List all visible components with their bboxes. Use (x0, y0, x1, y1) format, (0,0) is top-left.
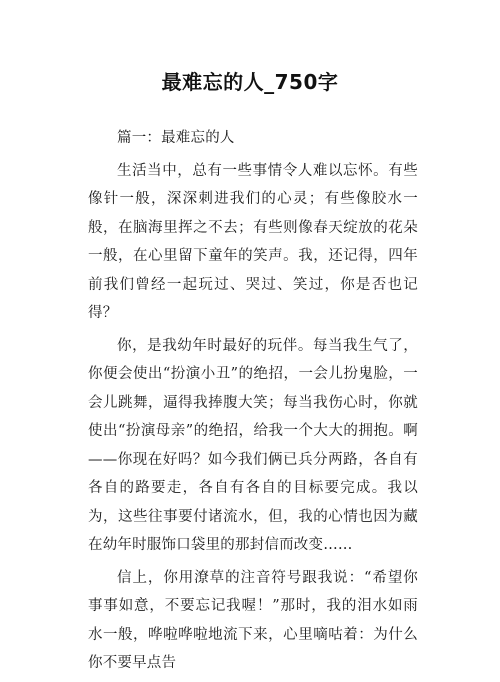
document-title: 最难忘的人_750字 (161, 70, 339, 94)
paragraph-1: 生活当中，总有一些事情令人难以忘怀。有些像针一般，深深刺进我们的心灵；有些像胶水一般，在脑海里挥之不去；有些则像春天绽放的花朵一般，在心里留下童年的笑声。我，还记得，四年前我们曾经一起玩过、哭过、笑过，你是否也记得？ (88, 162, 418, 321)
document-body (88, 124, 418, 682)
section-heading: 篇一：最难忘的人 (117, 130, 235, 146)
paragraph-3: 信上，你用潦草的注音符号跟我说：“希望你事事如意，不要忘记我喔！”那时，我的泪水如雨水一般，哗啦哗啦地流下来，心里嘀咕着：为什么你不要早点告 (88, 569, 418, 671)
paragraph-2: 你，是我幼年时最好的玩伴。每当我生气了，你便会使出“扮演小丑”的绝招，一会儿扮鬼脸，一会儿跳舞，逼得我捧腹大笑；每当我伤心时，你就使出“扮演母亲”的绝招，给我一个大大的拥抱。啊——你现在好吗？如今我们俩已兵分两路，各自有各自的路要走，各自有各自的目标要完成。我以为，这些往事要付诸流水，但，我的心情也因为藏在幼年时服饰口袋里的那封信而改变…… (88, 337, 418, 553)
